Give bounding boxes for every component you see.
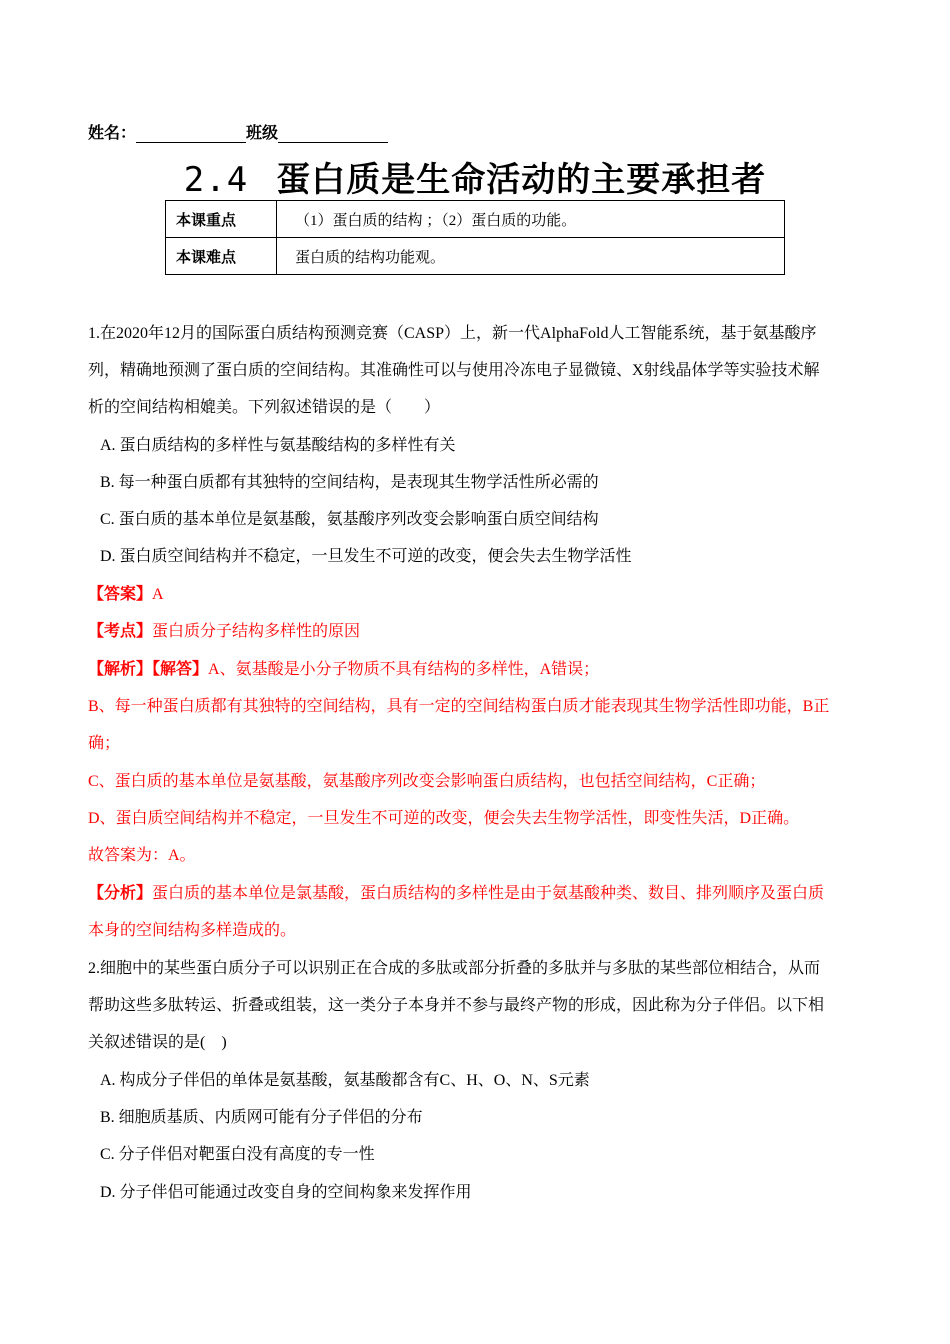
name-blank[interactable] xyxy=(136,124,246,143)
point-value: 蛋白质分子结构多样性的原因 xyxy=(152,623,361,640)
q1-stem-line: 析的空间结构相媲美。下列叙述错误的是（ ） xyxy=(88,399,441,416)
q1-option-a[interactable]: A. 蛋白质结构的多样性与氨基酸结构的多样性有关 xyxy=(100,437,456,454)
q1-summary xyxy=(88,884,824,904)
q1-option-d[interactable]: D. 蛋白质空间结构并不稳定，一旦发生不可逆的改变，便会失去生物学活性 xyxy=(100,548,632,565)
q1-analysis-b-cont: 确； xyxy=(88,735,121,752)
answer-tag: 【答案】 xyxy=(88,586,153,603)
q2-option-a[interactable]: A. 构成分子伴侣的单体是氨基酸，氨基酸都含有C、H、O、N、S元素 xyxy=(100,1072,590,1089)
class-label: 班级 xyxy=(246,125,279,142)
difficulty-value: 蛋白质的结构功能观。 xyxy=(277,238,785,275)
q1-stem-line: 列，精确地预测了蛋白质的空间结构。其准确性可以与使用冷冻电子显微镜、X射线晶体学等实验技术解 xyxy=(88,362,820,379)
q2-option-d[interactable]: D. 分子伴侣可能通过改变自身的空间构象来发挥作用 xyxy=(100,1184,472,1201)
q1-answer xyxy=(88,585,164,605)
point-tag: 【考点】 xyxy=(88,623,153,640)
q2-stem-line: 2.细胞中的某些蛋白质分子可以识别正在合成的多肽或部分折叠的多肽并与多肽的某些部位相结合，从而 xyxy=(88,960,821,977)
focus-key: 本课重点 xyxy=(166,201,277,238)
q1-analysis-a xyxy=(88,660,599,680)
q1-option-b[interactable]: B. 每一种蛋白质都有其独特的空间结构，是表现其生物学活性所必需的 xyxy=(100,474,599,491)
focus-value: （1）蛋白质的结构 ；（2）蛋白质的功能。 xyxy=(277,201,785,238)
analysis-text: A、氨基酸是小分子物质不具有结构的多样性，A错误； xyxy=(208,661,600,678)
difficulty-key: 本课难点 xyxy=(166,238,277,275)
summary-tag: 【分析】 xyxy=(88,885,153,902)
q2-stem-line: 关叙述错误的是( ) xyxy=(88,1034,227,1051)
q2-stem-line: 帮助这些多肽转运、折叠或组装，这一类分子本身并不参与最终产物的形成，因此称为分子伴侣。以下相 xyxy=(88,997,825,1014)
answer-value: A xyxy=(152,586,164,603)
q1-option-c[interactable]: C. 蛋白质的基本单位是氨基酸，氨基酸序列改变会影响蛋白质空间结构 xyxy=(100,511,599,528)
q1-point xyxy=(88,622,360,642)
q1-stem-line: 1.在2020年12月的国际蛋白质结构预测竞赛（CASP）上，新一代AlphaFold人工智能系统，基于氨基酸序 xyxy=(88,325,817,342)
q2-option-c[interactable]: C. 分子伴侣对靶蛋白没有高度的专一性 xyxy=(100,1146,375,1163)
q2-option-b[interactable]: B. 细胞质基质、内质网可能有分子伴侣的分布 xyxy=(100,1109,423,1126)
table-row xyxy=(166,238,785,275)
q1-analysis-b: B、每一种蛋白质都有其独特的空间结构，具有一定的空间结构蛋白质才能表现其生物学活性即功能，B正 xyxy=(88,698,830,715)
lesson-title: 蛋白质是生命活动的主要承担者 xyxy=(276,162,767,199)
q1-final-answer: 故答案为：A。 xyxy=(88,847,196,864)
table-row xyxy=(166,201,785,238)
lesson-focus-table xyxy=(165,200,785,275)
page-title xyxy=(0,152,950,201)
q1-analysis-d: D、蛋白质空间结构并不稳定，一旦发生不可逆的改变，便会失去生物学活性，即变性失活，D正确。 xyxy=(88,810,800,827)
student-info-line xyxy=(88,120,388,143)
name-label: 姓名： xyxy=(88,125,137,142)
analysis-tag: 【解析】【解答】 xyxy=(88,661,209,678)
class-blank[interactable] xyxy=(278,124,388,143)
summary-text: 蛋白质的基本单位是氯基酸，蛋白质结构的多样性是由于氨基酸种类、数目、排列顺序及蛋白质 xyxy=(152,885,825,902)
q1-analysis-c: C、蛋白质的基本单位是氨基酸，氨基酸序列改变会影响蛋白质结构，也包括空间结构，C正确； xyxy=(88,773,766,790)
q1-summary-cont: 本身的空间结构多样造成的。 xyxy=(88,922,297,939)
lesson-number: 2.4 xyxy=(183,160,249,200)
